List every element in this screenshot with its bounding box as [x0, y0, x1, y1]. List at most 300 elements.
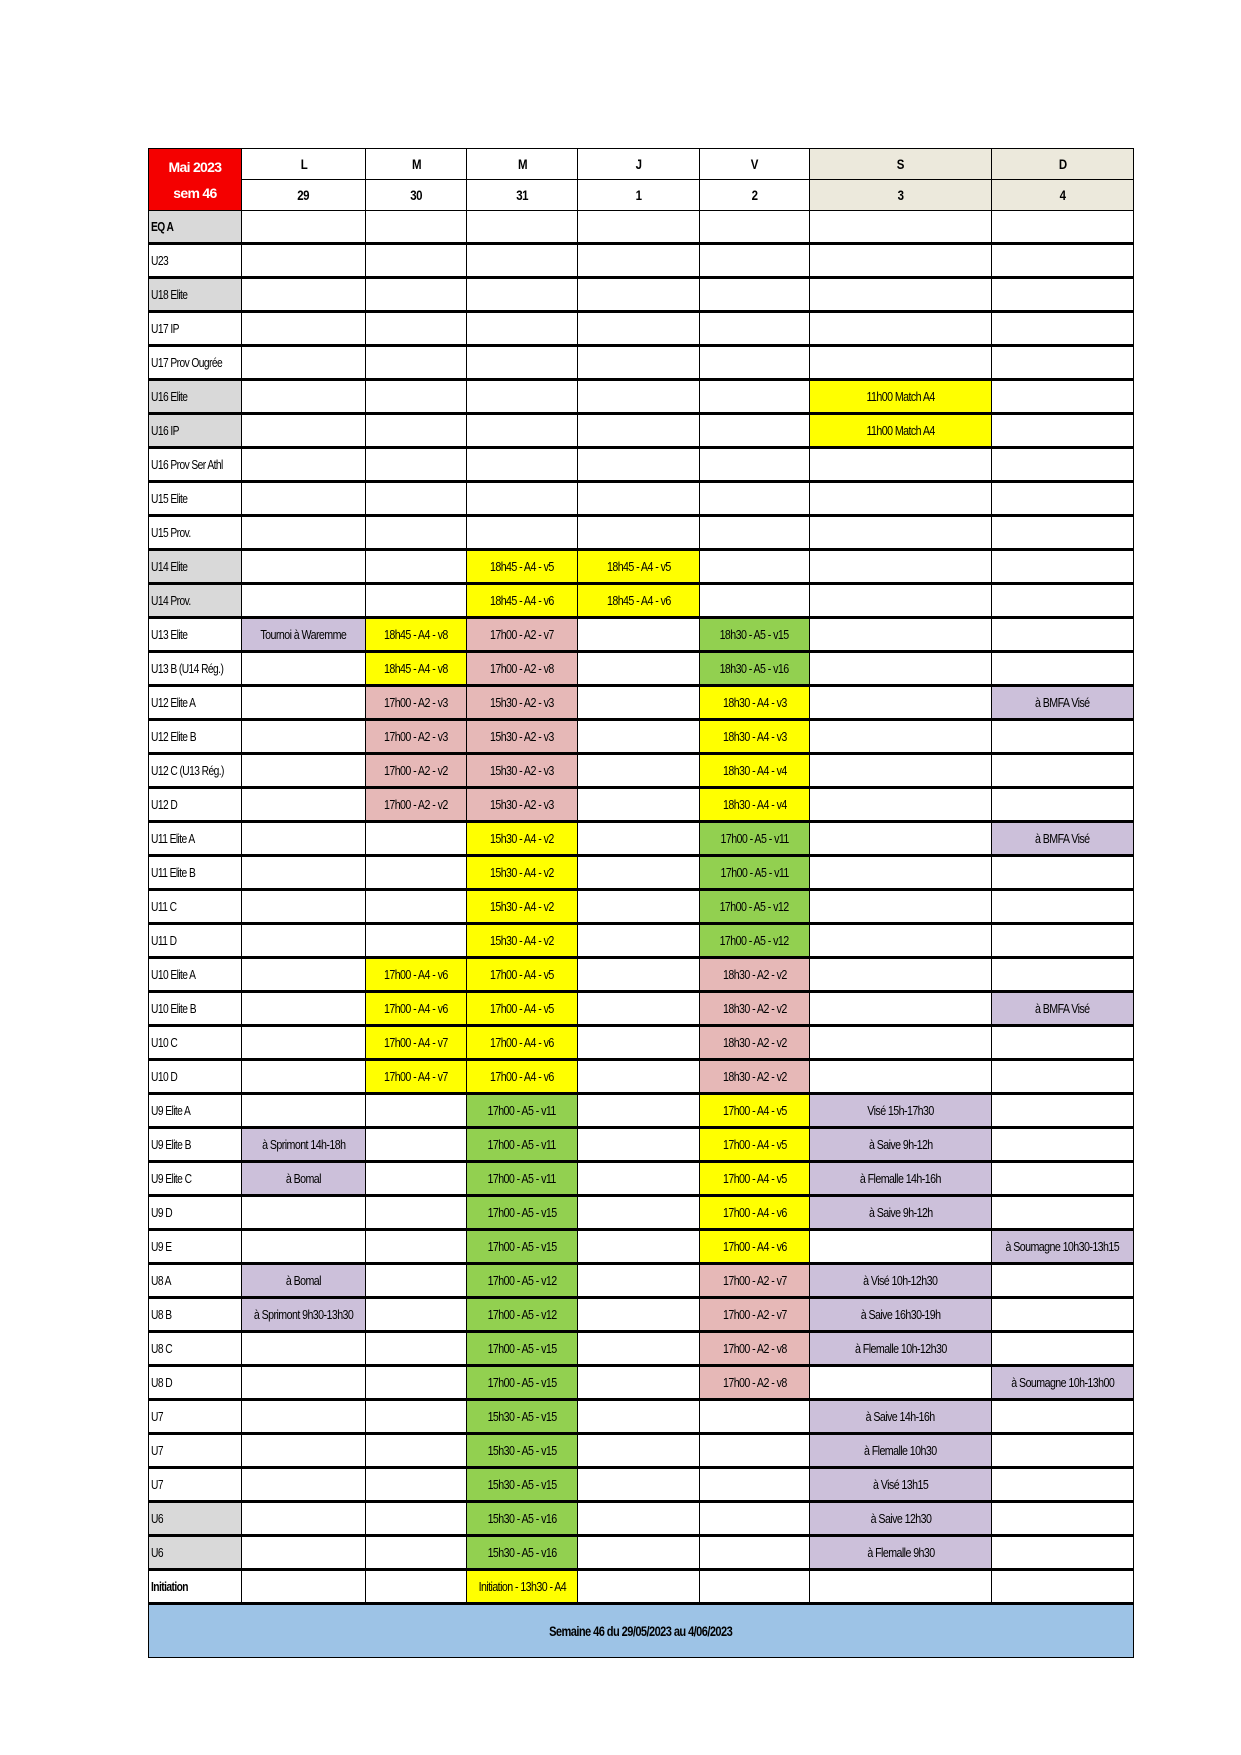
schedule-entry: 18h30 - A4 - v4	[700, 788, 810, 822]
schedule-entry: 18h30 - A2 - v2	[700, 1060, 810, 1094]
schedule-entry: 17h00 - A4 - v6	[366, 992, 467, 1026]
table-row	[149, 1196, 1134, 1230]
table-row	[149, 1434, 1134, 1468]
schedule-entry: à Flemalle 10h30	[810, 1434, 992, 1468]
empty-cell	[241, 1434, 365, 1468]
empty-cell	[992, 312, 1134, 346]
empty-cell	[241, 278, 365, 312]
empty-cell	[366, 924, 467, 958]
table-row	[149, 1026, 1134, 1060]
empty-cell	[992, 1060, 1134, 1094]
team-label: Initiation	[149, 1570, 242, 1604]
empty-cell	[366, 550, 467, 584]
team-label: U6	[149, 1536, 242, 1570]
empty-cell	[578, 346, 700, 380]
schedule-entry: 17h00 - A2 - v7	[700, 1264, 810, 1298]
month-week-cell	[149, 149, 242, 211]
schedule-entry: 18h30 - A2 - v2	[700, 958, 810, 992]
empty-cell	[241, 380, 365, 414]
empty-cell	[700, 1400, 810, 1434]
schedule-entry: 18h45 - A4 - v8	[366, 652, 467, 686]
empty-cell	[578, 686, 700, 720]
schedule-entry: 17h00 - A4 - v7	[366, 1026, 467, 1060]
empty-cell	[578, 1196, 700, 1230]
empty-cell	[992, 652, 1134, 686]
empty-cell	[241, 312, 365, 346]
empty-cell	[700, 244, 810, 278]
team-label: U16 Prov Ser Athl	[149, 448, 242, 482]
schedule-entry: 17h00 - A5 - v12	[467, 1264, 578, 1298]
empty-cell	[467, 414, 578, 448]
empty-cell	[578, 1128, 700, 1162]
empty-cell	[810, 346, 992, 380]
empty-cell	[992, 754, 1134, 788]
empty-cell	[241, 1196, 365, 1230]
team-label: U13 Elite	[149, 618, 242, 652]
schedule-entry: 17h00 - A5 - v15	[467, 1196, 578, 1230]
empty-cell	[700, 516, 810, 550]
empty-cell	[366, 1366, 467, 1400]
schedule-entry: à Saive 14h-16h	[810, 1400, 992, 1434]
empty-cell	[366, 1162, 467, 1196]
table-row	[149, 1366, 1134, 1400]
team-label: U8 A	[149, 1264, 242, 1298]
schedule-entry: 11h00 Match A4	[810, 414, 992, 448]
schedule-entry: Initiation - 13h30 - A4	[467, 1570, 578, 1604]
schedule-entry: 18h30 - A2 - v2	[700, 1026, 810, 1060]
schedule-entry: 17h00 - A2 - v8	[467, 652, 578, 686]
table-row	[149, 244, 1134, 278]
empty-cell	[578, 822, 700, 856]
table-row	[149, 856, 1134, 890]
empty-cell	[578, 312, 700, 346]
empty-cell	[366, 346, 467, 380]
empty-cell	[241, 244, 365, 278]
table-row	[149, 1264, 1134, 1298]
team-label: U16 IP	[149, 414, 242, 448]
empty-cell	[578, 618, 700, 652]
empty-cell	[992, 244, 1134, 278]
empty-cell	[366, 482, 467, 516]
empty-cell	[992, 1128, 1134, 1162]
empty-cell	[578, 380, 700, 414]
day-letter-wed: M	[467, 149, 578, 180]
empty-cell	[700, 482, 810, 516]
empty-cell	[241, 1570, 365, 1604]
week-label: sem 46	[173, 184, 217, 201]
empty-cell	[578, 448, 700, 482]
schedule-entry: à Visé 10h-12h30	[810, 1264, 992, 1298]
empty-cell	[810, 924, 992, 958]
empty-cell	[578, 1400, 700, 1434]
header-row-dates	[149, 180, 1134, 211]
table-row	[149, 414, 1134, 448]
schedule-entry: 17h00 - A5 - v11	[700, 856, 810, 890]
empty-cell	[578, 1026, 700, 1060]
schedule-entry: à BMFA Visé	[992, 992, 1134, 1026]
empty-cell	[578, 754, 700, 788]
empty-cell	[467, 482, 578, 516]
empty-cell	[366, 278, 467, 312]
table-row	[149, 890, 1134, 924]
empty-cell	[578, 244, 700, 278]
empty-cell	[467, 516, 578, 550]
day-date-thu: 1	[578, 180, 700, 211]
weekly-schedule-table	[148, 148, 1134, 1658]
empty-cell	[810, 1230, 992, 1264]
empty-cell	[700, 1570, 810, 1604]
empty-cell	[366, 1128, 467, 1162]
schedule-entry: 15h30 - A5 - v15	[467, 1468, 578, 1502]
empty-cell	[241, 1094, 365, 1128]
schedule-entry: 18h30 - A5 - v15	[700, 618, 810, 652]
schedule-entry: 11h00 Match A4	[810, 380, 992, 414]
empty-cell	[700, 380, 810, 414]
empty-cell	[810, 788, 992, 822]
schedule-entry: 17h00 - A5 - v15	[467, 1332, 578, 1366]
empty-cell	[366, 211, 467, 244]
table-row	[149, 211, 1134, 244]
empty-cell	[810, 652, 992, 686]
table-row	[149, 1162, 1134, 1196]
day-letter-mon: L	[241, 149, 365, 180]
empty-cell	[578, 278, 700, 312]
empty-cell	[366, 312, 467, 346]
empty-cell	[241, 550, 365, 584]
schedule-entry: 17h00 - A5 - v11	[467, 1162, 578, 1196]
table-row	[149, 448, 1134, 482]
empty-cell	[467, 312, 578, 346]
table-row	[149, 958, 1134, 992]
table-row	[149, 618, 1134, 652]
schedule-entry: 15h30 - A5 - v15	[467, 1434, 578, 1468]
day-date-mon: 29	[241, 180, 365, 211]
empty-cell	[578, 482, 700, 516]
schedule-entry: 18h30 - A4 - v3	[700, 686, 810, 720]
empty-cell	[992, 516, 1134, 550]
empty-cell	[578, 1332, 700, 1366]
team-label: U7	[149, 1468, 242, 1502]
empty-cell	[992, 1502, 1134, 1536]
empty-cell	[578, 992, 700, 1026]
empty-cell	[241, 958, 365, 992]
empty-cell	[241, 788, 365, 822]
empty-cell	[467, 211, 578, 244]
empty-cell	[241, 720, 365, 754]
empty-cell	[700, 584, 810, 618]
empty-cell	[578, 924, 700, 958]
schedule-entry: 15h30 - A4 - v2	[467, 890, 578, 924]
team-label: U23	[149, 244, 242, 278]
schedule-entry: 15h30 - A5 - v16	[467, 1502, 578, 1536]
table-row	[149, 1128, 1134, 1162]
schedule-entry: à Saive 12h30	[810, 1502, 992, 1536]
schedule-entry: 17h00 - A4 - v7	[366, 1060, 467, 1094]
schedule-entry: 15h30 - A2 - v3	[467, 788, 578, 822]
table-row	[149, 312, 1134, 346]
empty-cell	[700, 1502, 810, 1536]
empty-cell	[578, 516, 700, 550]
empty-cell	[241, 346, 365, 380]
schedule-entry: à BMFA Visé	[992, 686, 1134, 720]
empty-cell	[366, 1230, 467, 1264]
schedule-entry: à Soumagne 10h30-13h15	[992, 1230, 1134, 1264]
team-label: U11 Elite B	[149, 856, 242, 890]
empty-cell	[241, 448, 365, 482]
empty-cell	[810, 1060, 992, 1094]
day-letter-fri: V	[700, 149, 810, 180]
empty-cell	[366, 516, 467, 550]
empty-cell	[992, 414, 1134, 448]
empty-cell	[810, 550, 992, 584]
empty-cell	[992, 1026, 1134, 1060]
empty-cell	[241, 652, 365, 686]
empty-cell	[578, 1162, 700, 1196]
empty-cell	[810, 584, 992, 618]
empty-cell	[992, 890, 1134, 924]
schedule-entry: à Saive 16h30-19h	[810, 1298, 992, 1332]
empty-cell	[467, 346, 578, 380]
schedule-entry: 17h00 - A5 - v12	[700, 890, 810, 924]
empty-cell	[810, 312, 992, 346]
empty-cell	[366, 1332, 467, 1366]
schedule-entry: 17h00 - A5 - v15	[467, 1230, 578, 1264]
empty-cell	[992, 1400, 1134, 1434]
empty-cell	[366, 380, 467, 414]
schedule-entry: à Flemalle 10h-12h30	[810, 1332, 992, 1366]
empty-cell	[366, 1196, 467, 1230]
empty-cell	[241, 1026, 365, 1060]
empty-cell	[992, 211, 1134, 244]
empty-cell	[810, 618, 992, 652]
team-label: U10 C	[149, 1026, 242, 1060]
table-row	[149, 754, 1134, 788]
table-row	[149, 380, 1134, 414]
schedule-entry: 17h00 - A4 - v6	[366, 958, 467, 992]
empty-cell	[241, 686, 365, 720]
empty-cell	[578, 414, 700, 448]
empty-cell	[992, 1298, 1134, 1332]
empty-cell	[992, 584, 1134, 618]
empty-cell	[241, 211, 365, 244]
team-label: EQ A	[149, 211, 242, 244]
empty-cell	[810, 244, 992, 278]
empty-cell	[241, 1060, 365, 1094]
schedule-entry: 17h00 - A2 - v3	[366, 720, 467, 754]
empty-cell	[241, 924, 365, 958]
empty-cell	[366, 822, 467, 856]
empty-cell	[241, 992, 365, 1026]
empty-cell	[366, 1434, 467, 1468]
empty-cell	[810, 754, 992, 788]
day-letter-sat: S	[810, 149, 992, 180]
schedule-entry: 17h00 - A5 - v12	[467, 1298, 578, 1332]
empty-cell	[366, 1570, 467, 1604]
schedule-entry: 18h30 - A5 - v16	[700, 652, 810, 686]
table-row	[149, 652, 1134, 686]
empty-cell	[700, 414, 810, 448]
empty-cell	[578, 720, 700, 754]
empty-cell	[366, 1094, 467, 1128]
schedule-entry: 17h00 - A4 - v6	[467, 1026, 578, 1060]
table-row	[149, 1570, 1134, 1604]
schedule-entry: à Saive 9h-12h	[810, 1128, 992, 1162]
empty-cell	[992, 1332, 1134, 1366]
empty-cell	[578, 958, 700, 992]
empty-cell	[467, 278, 578, 312]
empty-cell	[992, 1468, 1134, 1502]
team-label: U9 E	[149, 1230, 242, 1264]
empty-cell	[992, 856, 1134, 890]
schedule-entry: à Bomal	[241, 1162, 365, 1196]
empty-cell	[992, 958, 1134, 992]
empty-cell	[992, 1264, 1134, 1298]
schedule-entry: à BMFA Visé	[992, 822, 1134, 856]
team-label: U8 B	[149, 1298, 242, 1332]
empty-cell	[366, 414, 467, 448]
empty-cell	[992, 720, 1134, 754]
table-row	[149, 1332, 1134, 1366]
schedule-entry: 17h00 - A2 - v8	[700, 1332, 810, 1366]
schedule-entry: 17h00 - A4 - v5	[700, 1094, 810, 1128]
empty-cell	[366, 1400, 467, 1434]
empty-cell	[366, 244, 467, 278]
empty-cell	[578, 890, 700, 924]
empty-cell	[241, 414, 365, 448]
footer-week-summary: Semaine 46 du 29/05/2023 au 4/06/2023	[149, 1604, 1134, 1658]
empty-cell	[241, 890, 365, 924]
team-label: U12 Elite A	[149, 686, 242, 720]
day-date-sat: 3	[810, 180, 992, 211]
table-row	[149, 516, 1134, 550]
team-label: U8 D	[149, 1366, 242, 1400]
empty-cell	[810, 482, 992, 516]
schedule-entry: 17h00 - A5 - v12	[700, 924, 810, 958]
empty-cell	[992, 482, 1134, 516]
schedule-entry: à Bomal	[241, 1264, 365, 1298]
table-row	[149, 924, 1134, 958]
team-label: U11 Elite A	[149, 822, 242, 856]
empty-cell	[241, 1536, 365, 1570]
table-row	[149, 686, 1134, 720]
team-label: U11 C	[149, 890, 242, 924]
schedule-entry: à Visé 13h15	[810, 1468, 992, 1502]
empty-cell	[578, 1570, 700, 1604]
empty-cell	[467, 380, 578, 414]
empty-cell	[700, 211, 810, 244]
empty-cell	[578, 1060, 700, 1094]
empty-cell	[578, 1366, 700, 1400]
empty-cell	[810, 720, 992, 754]
team-label: U9 Elite B	[149, 1128, 242, 1162]
day-letter-thu: J	[578, 149, 700, 180]
empty-cell	[578, 1094, 700, 1128]
team-label: U10 Elite B	[149, 992, 242, 1026]
footer-row	[149, 1604, 1134, 1658]
schedule-entry: 17h00 - A4 - v5	[700, 1162, 810, 1196]
schedule-entry: 18h45 - A4 - v8	[366, 618, 467, 652]
empty-cell	[578, 788, 700, 822]
schedule-entry: 17h00 - A2 - v7	[467, 618, 578, 652]
empty-cell	[578, 1536, 700, 1570]
schedule-entry: 17h00 - A5 - v11	[467, 1128, 578, 1162]
empty-cell	[810, 516, 992, 550]
empty-cell	[992, 380, 1134, 414]
schedule-entry: 17h00 - A5 - v15	[467, 1366, 578, 1400]
table-row	[149, 346, 1134, 380]
empty-cell	[810, 448, 992, 482]
empty-cell	[366, 1502, 467, 1536]
team-label: U14 Elite	[149, 550, 242, 584]
schedule-entry: 15h30 - A2 - v3	[467, 754, 578, 788]
header-row-days	[149, 149, 1134, 180]
empty-cell	[992, 1196, 1134, 1230]
empty-cell	[241, 822, 365, 856]
table-row	[149, 1094, 1134, 1128]
empty-cell	[578, 1298, 700, 1332]
empty-cell	[810, 686, 992, 720]
empty-cell	[241, 1230, 365, 1264]
schedule-entry: à Saive 9h-12h	[810, 1196, 992, 1230]
empty-cell	[241, 584, 365, 618]
empty-cell	[700, 1536, 810, 1570]
empty-cell	[992, 1434, 1134, 1468]
schedule-entry: 17h00 - A4 - v5	[700, 1128, 810, 1162]
empty-cell	[992, 1536, 1134, 1570]
table-row	[149, 584, 1134, 618]
schedule-entry: 17h00 - A2 - v2	[366, 788, 467, 822]
schedule-entry: 15h30 - A4 - v2	[467, 856, 578, 890]
table-row	[149, 482, 1134, 516]
empty-cell	[366, 890, 467, 924]
team-label: U9 Elite C	[149, 1162, 242, 1196]
empty-cell	[992, 278, 1134, 312]
team-label: U14 Prov.	[149, 584, 242, 618]
empty-cell	[700, 1434, 810, 1468]
schedule-entry: 15h30 - A5 - v16	[467, 1536, 578, 1570]
empty-cell	[992, 924, 1134, 958]
empty-cell	[810, 890, 992, 924]
empty-cell	[578, 1502, 700, 1536]
empty-cell	[578, 1434, 700, 1468]
day-letter-tue: M	[366, 149, 467, 180]
empty-cell	[810, 211, 992, 244]
table-row	[149, 1298, 1134, 1332]
empty-cell	[700, 550, 810, 584]
empty-cell	[241, 482, 365, 516]
empty-cell	[366, 1298, 467, 1332]
team-label: U10 Elite A	[149, 958, 242, 992]
team-label: U9 Elite A	[149, 1094, 242, 1128]
schedule-entry: 17h00 - A5 - v11	[467, 1094, 578, 1128]
team-label: U12 C (U13 Rég.)	[149, 754, 242, 788]
team-label: U15 Prov.	[149, 516, 242, 550]
schedule-entry: à Sprimont 9h30-13h30	[241, 1298, 365, 1332]
schedule-entry: 18h30 - A4 - v3	[700, 720, 810, 754]
team-label: U7	[149, 1434, 242, 1468]
empty-cell	[366, 584, 467, 618]
empty-cell	[241, 1332, 365, 1366]
schedule-entry: à Sprimont 14h-18h	[241, 1128, 365, 1162]
day-date-fri: 2	[700, 180, 810, 211]
day-date-tue: 30	[366, 180, 467, 211]
empty-cell	[992, 1162, 1134, 1196]
empty-cell	[241, 856, 365, 890]
empty-cell	[992, 448, 1134, 482]
empty-cell	[992, 550, 1134, 584]
empty-cell	[366, 856, 467, 890]
empty-cell	[700, 448, 810, 482]
